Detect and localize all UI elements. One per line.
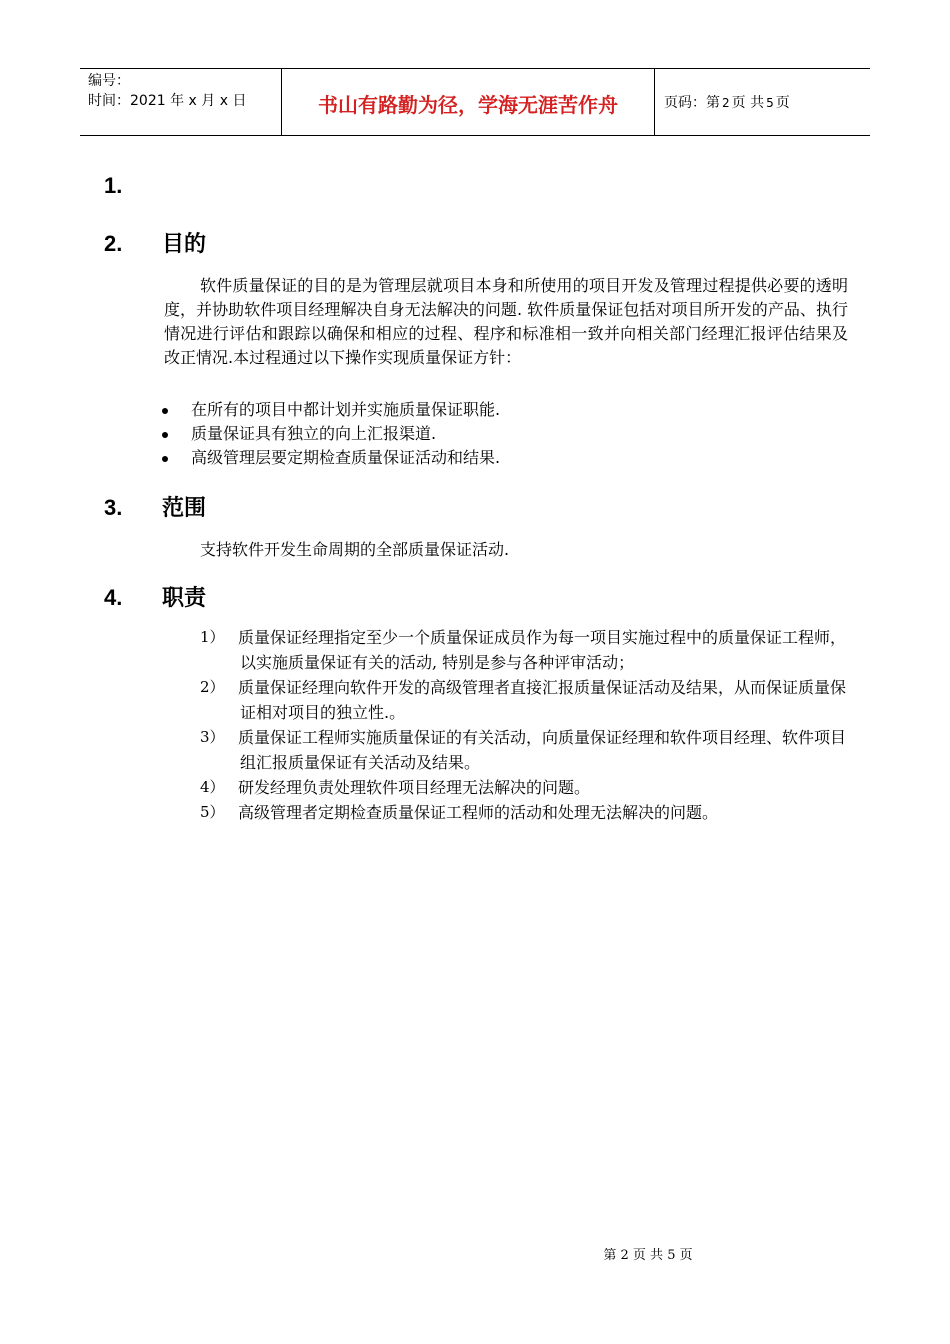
section-title: 目的	[162, 232, 207, 257]
page-footer: 第 2 页 共 5 页	[603, 1248, 693, 1263]
list-item-text: 质量保证经理指定至少一个质量保证成员作为每一项目实施过程中的质量保证工程师，以实施质量保证有关的活动, 特别是参与各种评审活动；	[238, 628, 847, 672]
list-item-text: 质量保证经理向软件开发的高级管理者直接汇报质量保证活动及结果，从而保证质量保证相对项目的独立性.。	[238, 678, 847, 722]
section-number: 2.	[104, 231, 123, 256]
section-title: 职责	[162, 586, 207, 611]
list-item	[160, 422, 840, 446]
purpose-paragraph: 软件质量保证的目的是为管理层就项目本身和所使用的项目开发及管理过程提供必要的透明度，并协助软件项目经理解决自身无法解决的问题. 软件质量保证包括对项目所开发的产品、执行情况进行评估和跟踪以确保和相应的过程、程序和标准相一致并向相关部门经理汇报评估结果及改正情况.本过程通过以下操作实现质量保证方针：	[164, 276, 848, 367]
bullet-icon	[162, 408, 168, 414]
list-item-index: 1）	[200, 628, 225, 646]
document-number-label: 编号：	[88, 73, 130, 89]
list-item-text: 质量保证具有独立的向上汇报渠道.	[191, 424, 437, 443]
document-date: 时间：2021 年 x 月 x 日	[88, 93, 247, 109]
header-motto: 书山有路勤为径，学海无涯苦作舟	[318, 93, 618, 117]
page-current: 2	[722, 96, 730, 110]
list-item	[200, 675, 850, 725]
list-item	[160, 446, 840, 470]
section-number: 4.	[104, 585, 123, 610]
list-item-text: 高级管理者定期检查质量保证工程师的活动和处理无法解决的问题。	[238, 803, 719, 822]
list-item-index: 2）	[200, 678, 225, 696]
header-divider	[654, 69, 655, 135]
bullet-icon	[162, 432, 168, 438]
page-prefix: 页码：第	[664, 95, 720, 111]
list-item	[200, 800, 850, 825]
list-item	[200, 625, 850, 675]
header-meta	[88, 71, 246, 111]
page-header	[80, 68, 870, 136]
page-mid: 页 共	[731, 95, 765, 111]
section-title: 范围	[162, 496, 207, 521]
section-heading-scope	[104, 494, 206, 523]
bullet-icon	[162, 456, 168, 462]
purpose-bullet-list	[160, 398, 840, 470]
scope-text: 支持软件开发生命周期的全部质量保证活动.	[200, 540, 510, 559]
list-item	[200, 725, 850, 775]
header-page-info	[664, 93, 790, 113]
list-item	[200, 775, 850, 800]
section-number: 3.	[104, 495, 123, 520]
section-number: 1.	[104, 173, 123, 198]
list-item-index: 4）	[200, 778, 225, 796]
duties-list	[200, 625, 850, 825]
section-heading-purpose	[104, 230, 206, 259]
list-item-text: 在所有的项目中都计划并实施质量保证职能.	[191, 400, 501, 419]
list-item-text: 研发经理负责处理软件项目经理无法解决的问题。	[238, 778, 591, 797]
list-item-index: 5）	[200, 803, 225, 821]
list-item-text: 质量保证工程师实施质量保证的有关活动，向质量保证经理和软件项目经理、软件项目组汇报质量保证有关活动及结果。	[238, 728, 847, 772]
page-suffix: 页	[775, 95, 790, 111]
list-item	[160, 398, 840, 422]
list-item-index: 3）	[200, 728, 225, 746]
list-item-text: 高级管理层要定期检查质量保证活动和结果.	[191, 448, 501, 467]
section-heading-duties	[104, 584, 206, 613]
section-heading-1	[104, 172, 162, 201]
page-total: 5	[766, 96, 774, 110]
